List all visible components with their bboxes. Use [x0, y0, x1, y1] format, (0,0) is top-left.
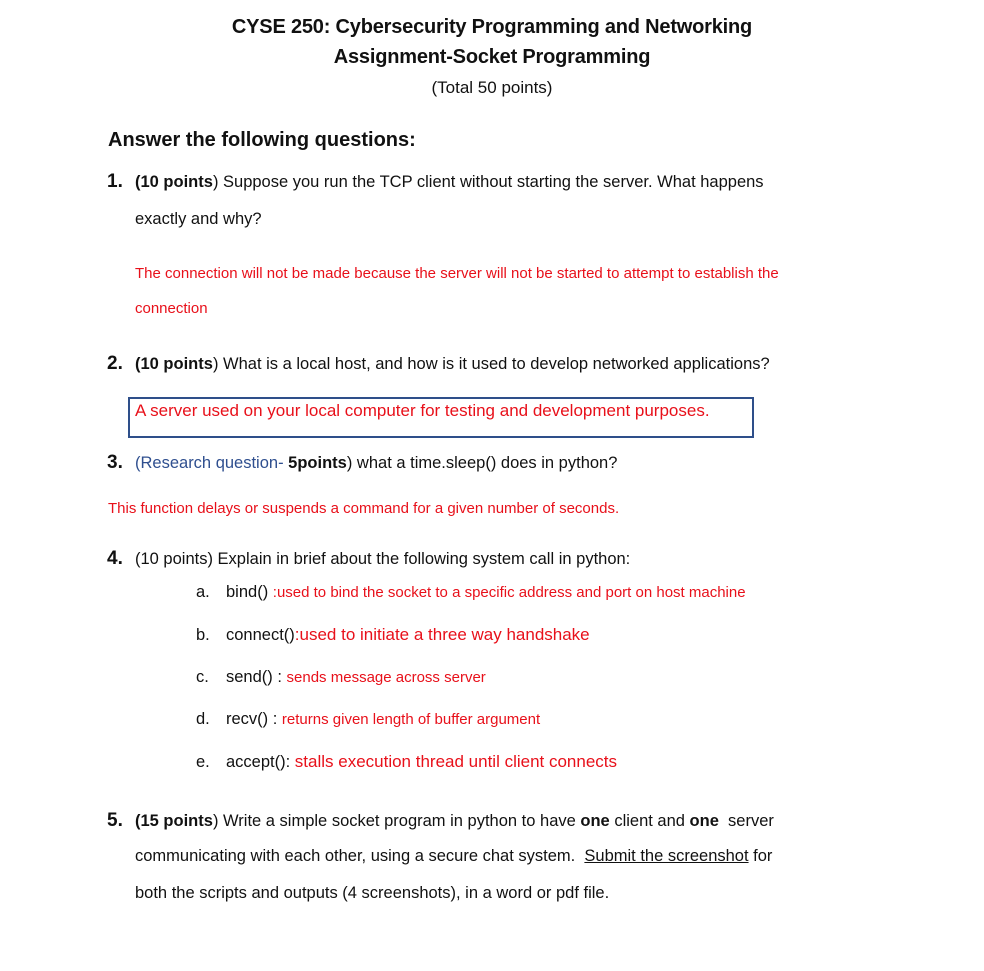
question-5 [107, 810, 774, 832]
emphasis-one: one [689, 812, 719, 830]
list-item [196, 710, 540, 729]
question-text: for [748, 847, 773, 865]
list-letter: d. [196, 710, 210, 728]
list-letter: c. [196, 668, 209, 686]
system-call-answer: :used to bind the socket to a specific address and port on host machine [272, 584, 746, 601]
system-call-answer: sends message across server [286, 669, 486, 686]
question-number: 1. [107, 171, 123, 192]
system-call-answer: :used to initiate a three way handshake [294, 625, 590, 644]
section-heading: Answer the following questions: [108, 129, 416, 151]
question-2 [107, 353, 770, 375]
question-5-line2 [135, 847, 772, 866]
system-call: bind() [226, 583, 273, 601]
question-1 [107, 171, 764, 193]
document-title-line1: CYSE 250: Cybersecurity Programming and Networking [231, 16, 753, 38]
question-number: 5. [107, 810, 123, 831]
question-text: server [718, 812, 774, 830]
question-text: ) Write a simple socket program in python to have [212, 812, 581, 830]
question-text: ) what a time.sleep() does in python? [346, 454, 618, 472]
system-call: recv() : [226, 710, 282, 728]
question-5-line3: both the scripts and outputs (4 screenshots), in a word or pdf file. [135, 884, 610, 902]
question-number: 2. [107, 353, 123, 374]
question-1-text-line2: exactly and why? [135, 210, 262, 228]
list-item [196, 583, 746, 602]
answer-1-line1: The connection will not be made because the server will not be started to attempt to establish the [135, 265, 779, 282]
question-number: 4. [107, 548, 123, 569]
system-call: send() : [226, 668, 287, 686]
total-points: (Total 50 points) [431, 78, 553, 97]
question-number: 3. [107, 452, 123, 473]
answer-2: A server used on your local computer for testing and development purposes. [135, 401, 710, 420]
list-item [196, 752, 617, 772]
question-text: ) What is a local host, and how is it used to develop networked applications? [212, 355, 770, 373]
question-4 [107, 548, 630, 570]
system-call-answer: returns given length of buffer argument [281, 711, 541, 728]
list-item [196, 625, 590, 645]
list-letter: e. [196, 753, 210, 771]
submit-screenshot-text: Submit the screenshot [584, 847, 749, 865]
question-text: ) Suppose you run the TCP client without starting the server. What happens [212, 173, 764, 191]
question-3 [107, 452, 617, 474]
list-letter: b. [196, 626, 210, 644]
answer-3: This function delays or suspends a command for a given number of seconds. [108, 500, 620, 517]
system-call: connect() [226, 626, 295, 644]
list-letter: a. [196, 583, 210, 601]
answer-1-line2: connection [135, 300, 208, 317]
question-points: 5points [288, 454, 347, 472]
system-call: accept(): [226, 753, 295, 771]
question-text: (10 points) Explain in brief about the following system call in python: [135, 550, 631, 568]
question-points: (15 points [135, 812, 213, 830]
system-call-answer: stalls execution thread until client connects [294, 752, 618, 771]
question-text: communicating with each other, using a secure chat system. [135, 847, 585, 865]
list-item [196, 668, 486, 687]
question-prefix: (Research question- [135, 454, 289, 472]
question-points: (10 points [135, 173, 213, 191]
question-text: client and [609, 812, 690, 830]
document-title-line2: Assignment-Socket Programming [333, 46, 651, 68]
question-points: (10 points [135, 355, 213, 373]
emphasis-one: one [580, 812, 610, 830]
